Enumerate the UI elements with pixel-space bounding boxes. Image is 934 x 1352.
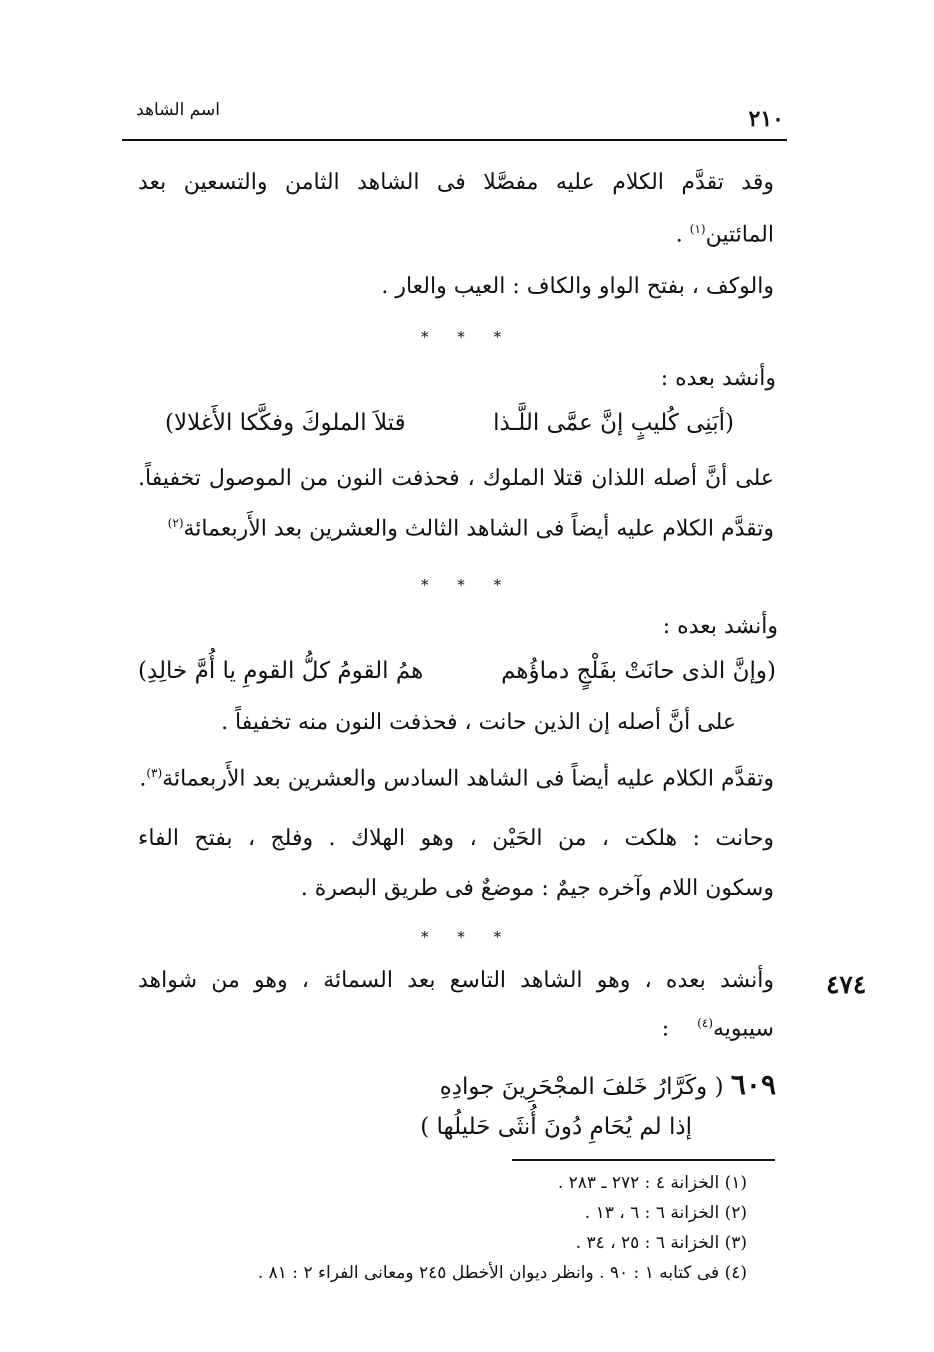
- running-header-title: اسم الشاهد: [136, 100, 220, 120]
- section-separator: * * *: [420, 576, 514, 594]
- verse-hemistich: (أبَنِى كُليبٍ إنَّ عمَّى اللَّـذا: [493, 410, 734, 436]
- footnote: (٤) فى كتابه ١ : ٩٠ . وانظر ديوان الأخطل ٢٤٥ ومعانى الفراء ٢ : ٨١ .: [257, 1263, 747, 1283]
- verse-hemistich: إذا لم يُحَامِ دُونَ أُنثَى حَليلُها ): [420, 1114, 692, 1140]
- page-number: ٢١٠: [748, 106, 784, 132]
- verse-hemistich: همُ القومُ كلُّ القومِ يا أُمَّ خالِدِ): [138, 658, 424, 684]
- paragraph-text: وتقدَّم الكلام عليه أيضاً فى الشاهد الثالث والعشرين بعد الأَربعمائة: [183, 516, 774, 542]
- footnote: (٣) الخزانة ٦ : ٢٥ ، ٣٤ .: [575, 1233, 747, 1253]
- section-separator: * * *: [420, 328, 514, 346]
- paragraph-text: المائتين: [705, 222, 774, 248]
- footnote: (٢) الخزانة ٦ : ٦ ، ١٣ .: [584, 1203, 747, 1223]
- paragraph-line: وأنشد بعده :: [660, 366, 776, 391]
- paragraph-line: [139, 766, 774, 793]
- paragraph-line: [676, 222, 774, 249]
- verse-line: [440, 1068, 776, 1101]
- header-rule: [122, 139, 787, 141]
- paragraph-text: سيبويه: [713, 1016, 774, 1042]
- footnote: (١) الخزانة ٤ : ٢٧٢ ـ ٢٨٣ .: [557, 1173, 747, 1193]
- paragraph-line: على أنَّ أصله إن الذين حانت ، فحذفت النون منه تخفيفاً .: [221, 710, 736, 735]
- footnote-marker: (٤): [697, 1016, 713, 1030]
- paragraph-line: وقد تقدَّم الكلام عليه مفصَّلا فى الشاهد الثامن والتسعين بعد: [138, 170, 774, 195]
- margin-page-number: ٤٧٤: [826, 970, 867, 999]
- footnote-rule: [512, 1159, 775, 1161]
- footnote-marker: (٣): [146, 766, 163, 780]
- verse-hemistich: ( وكَرَّارُ خَلفَ المجْحَرِينَ جوادِهِ: [439, 1074, 724, 1100]
- paragraph-line: [662, 1016, 774, 1043]
- footnote-marker: (٢): [167, 516, 184, 530]
- paragraph-line: وأنشد بعده :: [662, 614, 778, 639]
- paragraph-line: [168, 516, 774, 543]
- colon: :: [661, 1016, 670, 1042]
- footnote-marker: (١): [689, 222, 706, 236]
- paragraph-line: والوكف ، بفتح الواو والكاف : العيب والعار .: [381, 274, 774, 299]
- paragraph-line: على أنَّ أصله اللذان قتلا الملوك ، فحذفت النون من الموصول تخفيفاً.: [138, 466, 774, 491]
- paragraph-line: وأنشد بعده ، وهو الشاهد التاسع بعد السمائة ، وهو من شواهد: [138, 968, 774, 993]
- verse-hemistich: (وإنَّ الذى حانَتْ بفَلْجٍ دماؤُهم: [501, 658, 776, 684]
- verse-hemistich: قتلاَ الملوكَ وفكَّكا الأَغلالا): [165, 410, 406, 436]
- period: .: [139, 766, 147, 792]
- verse-number: ٦٠٩: [730, 1068, 776, 1101]
- paragraph-line: وسكون اللام وآخره جيمٌ : موضعٌ فى طريق البصرة .: [300, 876, 774, 901]
- period: .: [675, 222, 683, 248]
- paragraph-text: وتقدَّم الكلام عليه أيضاً فى الشاهد السادس والعشرين بعد الأَربعمائة: [162, 766, 774, 792]
- paragraph-line: وحانت : هلكت ، من الحَيْن ، وهو الهلاك . وفلج ، بفتح الفاء: [138, 826, 774, 851]
- section-separator: * * *: [420, 928, 514, 946]
